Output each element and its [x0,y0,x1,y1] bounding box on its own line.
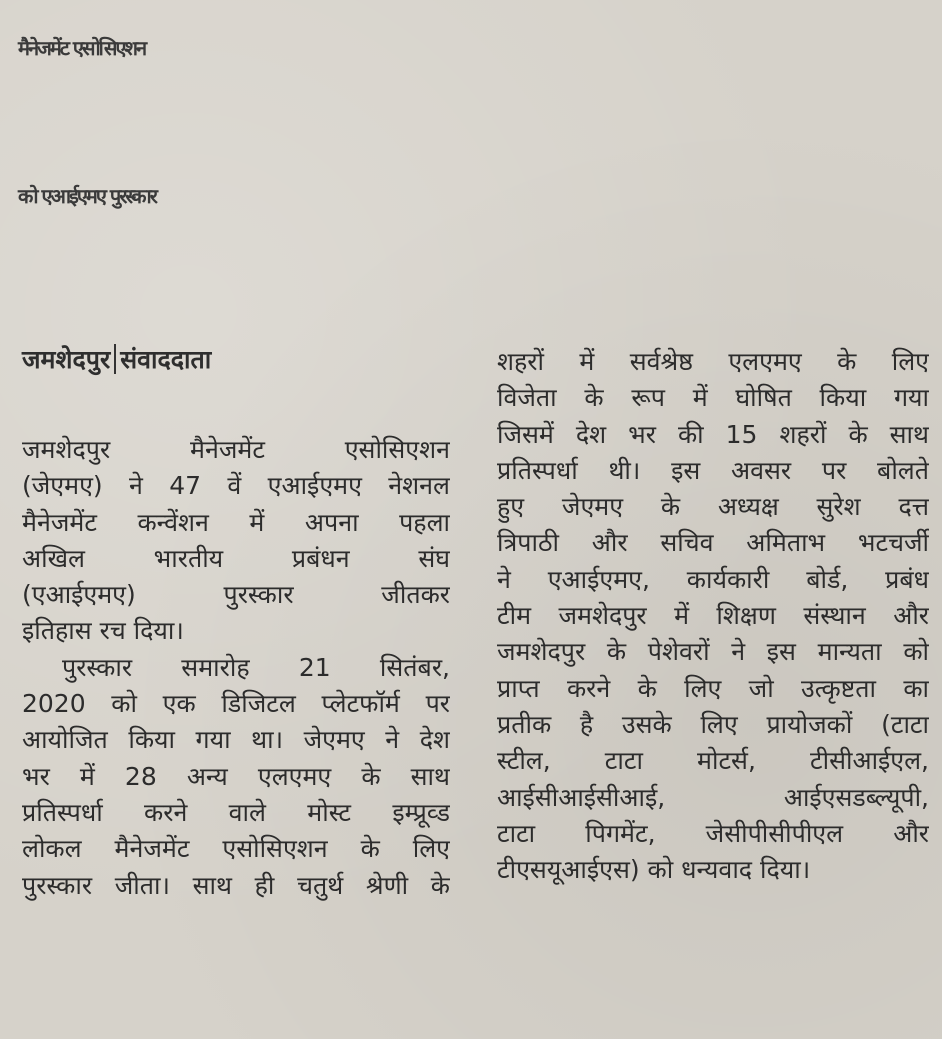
article-line: प्रतीक है उसके लिए प्रायोजकों (टाटा [497,709,929,739]
article-line: अखिल भारतीय प्रबंधन संघ [22,543,450,573]
article-line: मैनेजमेंट कन्वेंशन में अपना पहला [22,507,450,537]
article-line: ने एआईएमए, कार्यकारी बोर्ड, प्रबंध [497,564,929,594]
article-line: प्रतिस्पर्धा करने वाले मोस्ट इम्प्रूव्ड [22,797,450,827]
article-line: आयोजित किया गया था। जेएमए ने देश [22,725,450,755]
article-line: त्रिपाठी और सचिव अमिताभ भटचर्जी [497,528,929,558]
article-left-column [22,432,450,904]
article-line: स्टील, टाटा मोटर्स, टीसीआईएल, [497,746,929,776]
article-line: 2020 को एक डिजिटल प्लेटफॉर्म पर [22,689,450,719]
article-line: पुरस्कार समारोह 21 सितंबर, [62,652,450,682]
article-line: प्रतिस्पर्धा थी। इस अवसर पर बोलते [497,455,929,485]
article-line: प्राप्त करने के लिए जो उत्कृष्टता का [497,673,929,703]
article-line: लोकल मैनेजमेंट एसोसिएशन के लिए [22,834,450,864]
article-line: जमशेदपुर के पेशेवरों ने इस मान्यता को [497,637,929,667]
article-line: टीम जमशेदपुर में शिक्षण संस्थान और [497,601,929,631]
byline-place: जमशेदपुर [22,345,111,374]
article-line: भर में 28 अन्य एलएमए के साथ [22,761,450,791]
headline-line-1: मैनेजमेंट एसोसिएशन [18,36,146,60]
byline-reporter: संवाददाता [120,345,212,374]
article-line: जमशेदपुर मैनेजमेंट एसोसिएशन [22,435,450,464]
article-line: विजेता के रूप में घोषित किया गया [497,383,929,413]
article-line: जिसमें देश भर की 15 शहरों के साथ [497,419,929,449]
article-line: शहरों में सर्वश्रेष्ठ एलएमए के लिए [497,347,929,376]
article-line: टाटा पिगमेंट, जेसीपीसीपीएल और [497,818,929,848]
article-line: पुरस्कार जीता। साथ ही चतुर्थ श्रेणी के [22,870,450,900]
byline [22,342,211,376]
article-line: आईसीआईसीआई, आईएसडब्ल्यूपी, [497,782,929,812]
article-line: (एआईएमए) पुरस्कार जीतकर [22,580,450,610]
article-line: (जेएमए) ने 47 वें एआईएमए नेशनल [22,471,450,501]
article-line: टीएसयूआईएस) को धन्यवाद दिया। [497,855,811,885]
article-right-column [497,344,929,888]
article-line: हुए जेएमए के अध्यक्ष सुरेश दत्त [497,492,929,522]
byline-separator [114,344,116,374]
headline-line-2: को एआईएमए पुरस्कार [18,184,156,208]
article-line: इतिहास रच दिया। [22,616,184,646]
